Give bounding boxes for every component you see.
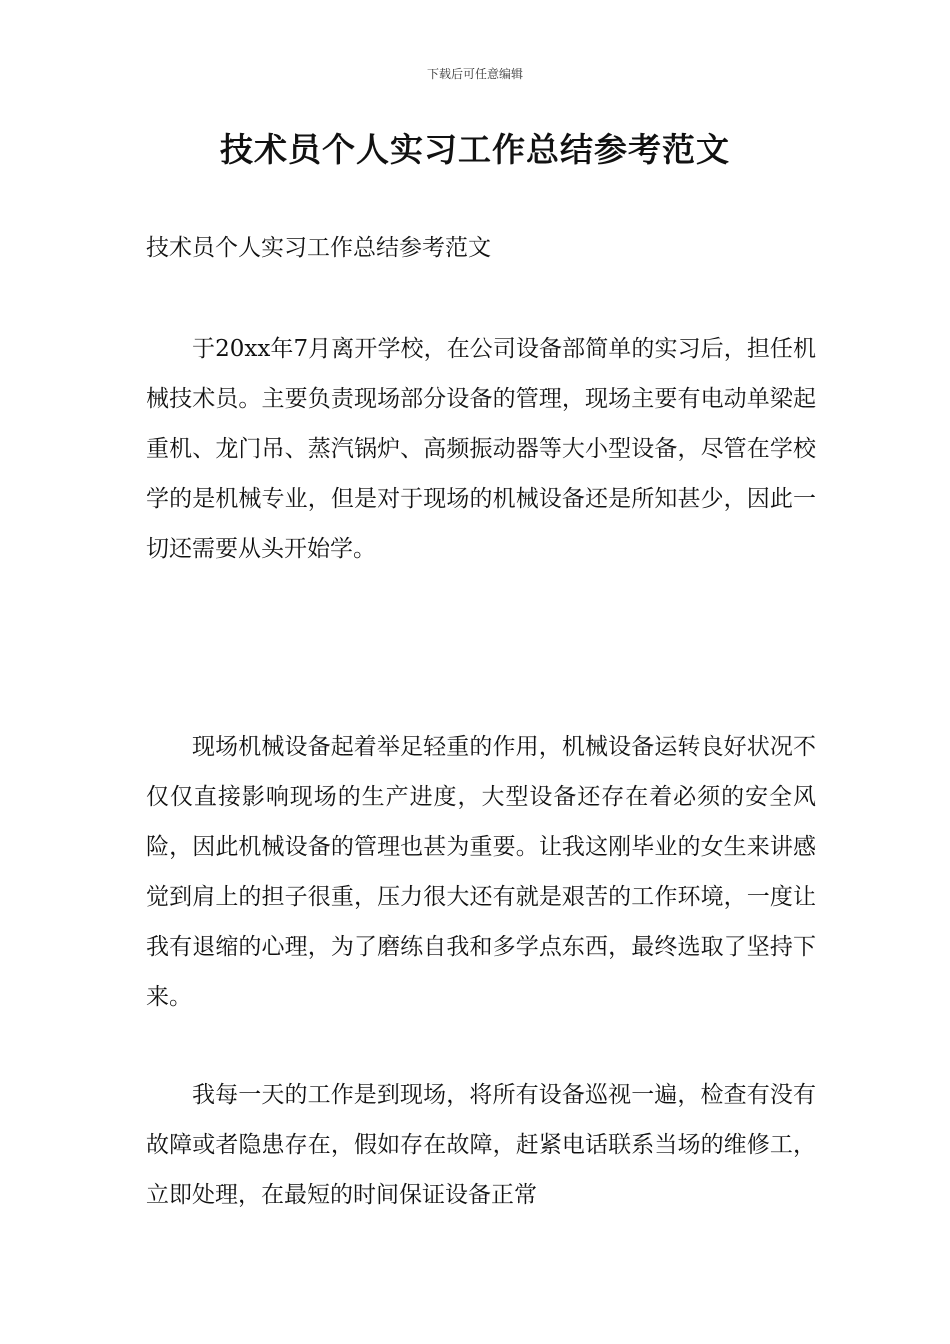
document-subtitle: 技术员个人实习工作总结参考范文	[146, 235, 491, 261]
paragraph-1: 于20xx年7月离开学校，在公司设备部简单的实习后，担任机械技术员。主要负责现场部分设备的管理，现场主要有电动单梁起重机、龙门吊、蒸汽锅炉、高频振动器等大小型设备，尽管在学校学的是机械专业，但是对于现场的机械设备还是所知甚少，因此一切还需要从头开始学。	[146, 336, 816, 562]
paragraph-3: 我每一天的工作是到现场，将所有设备巡视一遍，检查有没有故障或者隐患存在，假如存在故障，赶紧电话联系当场的维修工，立即处理，在最短的时间保证设备正常	[146, 1082, 816, 1208]
paragraph-2: 现场机械设备起着举足轻重的作用，机械设备运转良好状况不仅仅直接影响现场的生产进度，大型设备还存在着必须的安全风险，因此机械设备的管理也甚为重要。让我这刚毕业的女生来讲感觉到肩上的担子很重，压力很大还有就是艰苦的工作环境，一度让我有退缩的心理，为了磨练自我和多学点东西，最终选取了坚持下来。	[146, 734, 816, 1010]
document-title: 技术员个人实习工作总结参考范文	[220, 130, 730, 169]
header-note: 下载后可任意编辑	[426, 67, 523, 81]
